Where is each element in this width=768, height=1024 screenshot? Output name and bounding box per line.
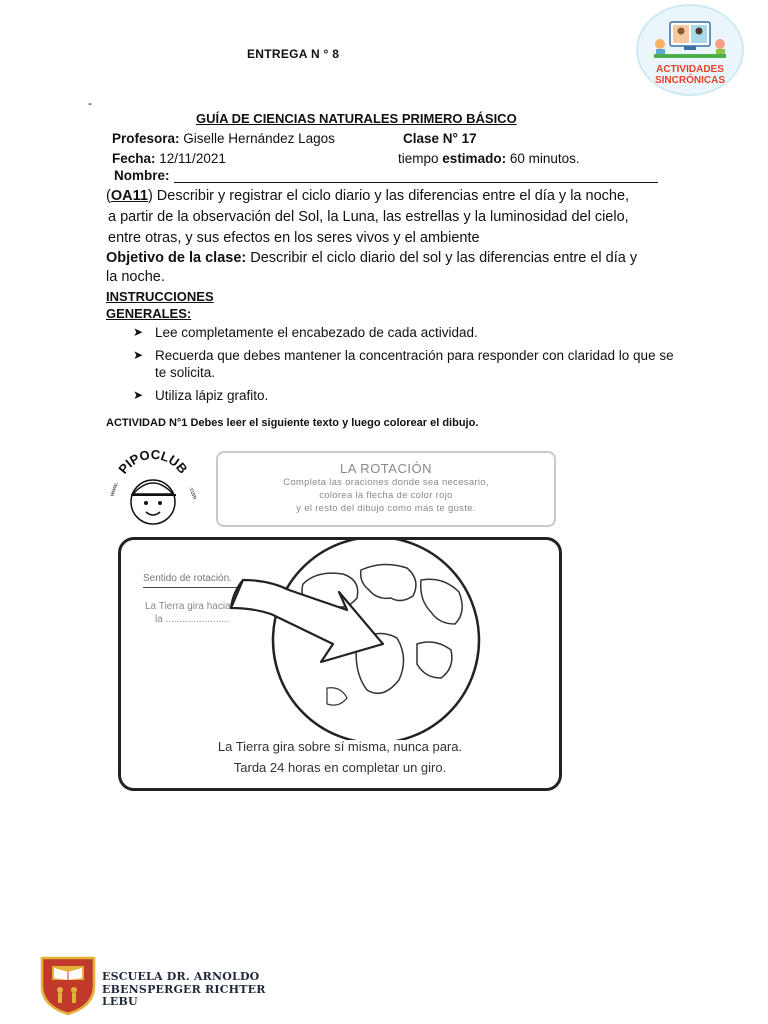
nombre-blank-line[interactable] (174, 169, 658, 183)
pipoclub-www: www. (109, 481, 120, 498)
instrucciones-line-2: GENERALES: (106, 306, 192, 321)
list-item (133, 347, 675, 382)
rotacion-title: LA ROTACIÓN (340, 461, 432, 476)
instrucciones-line-1: INSTRUCCIONES (106, 289, 214, 304)
svg-text:PIPOCLUB (115, 447, 190, 477)
page-title: GUÍA DE CIENCIAS NATURALES PRIMERO BÁSICO (196, 111, 517, 126)
list-item (133, 324, 675, 342)
pipoclub-com: .com (187, 486, 198, 501)
gira-line-1: La Tierra gira hacia (145, 601, 231, 612)
clase-number: Clase N° 17 (403, 131, 477, 146)
dash-mark: - (88, 96, 92, 110)
objetivo-label: Objetivo de la clase: (106, 250, 247, 266)
caption-line-2: Tarda 24 horas en completar un giro. (233, 760, 447, 775)
rotacion-line-3: y el resto del dibujo como más te guste. (296, 503, 476, 514)
arrow-bullet-icon: ➤ (133, 325, 144, 339)
delivery-number: ENTREGA N ° 8 (247, 47, 340, 61)
pipoclub-brand: PIPOCLUB (115, 446, 191, 477)
profesora-label: Profesora: (112, 131, 180, 146)
activity-heading: ACTIVIDAD N°1 Debes leer el siguiente texto y luego colorear el dibujo. (106, 417, 479, 429)
rotacion-instructions-box (216, 451, 556, 527)
list-item (133, 387, 675, 405)
classroom-illustration-icon (654, 20, 726, 58)
instrucciones-heading (106, 288, 214, 322)
tiempo-pre: tiempo (398, 151, 439, 166)
badge-line-1: ACTIVIDADES (656, 64, 724, 75)
caption-line-1: La Tierra gira sobre sí misma, nunca para. (217, 739, 463, 754)
arrow-bullet-icon: ➤ (133, 387, 144, 402)
tiempo-row (398, 151, 580, 166)
objetivo-line-2: la noche. (106, 269, 165, 285)
list-item-text: Lee completamente el encabezado de cada actividad. (155, 325, 478, 340)
school-line-2: EBENSPERGER RICHTER (102, 982, 266, 996)
school-name (102, 971, 266, 1009)
objetivo-line-1 (106, 248, 637, 269)
earth-rotation-figure (118, 537, 562, 791)
earth-globe-icon (121, 540, 559, 740)
nombre-label: Nombre: (114, 168, 170, 183)
oa-open-paren: ( (106, 188, 111, 204)
oa-line-3: entre otras, y sus efectos en los seres vivos y el ambiente (108, 230, 480, 246)
oa-text-1: ) Describir y registrar el ciclo diario y las diferencias entre el día y la noche, (147, 188, 630, 204)
list-item-text: Recuerda que debes mantener la concentración para responder con claridad lo que se te solicita. (155, 347, 674, 380)
tiempo-value: 60 minutos. (509, 151, 580, 166)
sentido-label: Sentido de rotación. (143, 573, 232, 584)
list-item-text: Utiliza lápiz grafito. (155, 387, 269, 403)
fecha-row (112, 151, 226, 166)
badge-line-2: SINCRÓNICAS (654, 75, 725, 86)
instructions-list (133, 324, 675, 409)
fecha-value: 12/11/2021 (159, 151, 226, 166)
actividades-sincronicas-logo (636, 4, 744, 96)
rotacion-line-1: Completa las oraciones donde sea necesario, (283, 477, 489, 488)
profesora-row (112, 131, 335, 146)
oa-code: OA11 (110, 188, 148, 204)
oa-line-2: a partir de la observación del Sol, la Luna, las estrellas y la luminosidad del cielo, (108, 209, 629, 225)
nombre-row (114, 168, 658, 183)
fecha-label: Fecha: (112, 151, 156, 166)
profesora-value: Giselle Hernández Lagos (183, 131, 335, 146)
school-line-1: ESCUELA DR. ARNOLDO (102, 970, 260, 983)
arrow-bullet-icon: ➤ (133, 347, 144, 362)
objetivo-text-1: Describir el ciclo diario del sol y las diferencias entre el día y (246, 250, 638, 266)
tiempo-label: estimado: (442, 151, 507, 166)
gira-line-2: la ....................... (155, 614, 230, 625)
school-line-3: LEBU (102, 995, 138, 1008)
rotacion-line-2: colorea la flecha de color rojo (319, 490, 453, 501)
oa-line-1 (106, 186, 629, 207)
pipoclub-logo (106, 446, 198, 530)
school-crest-icon (38, 952, 98, 1016)
